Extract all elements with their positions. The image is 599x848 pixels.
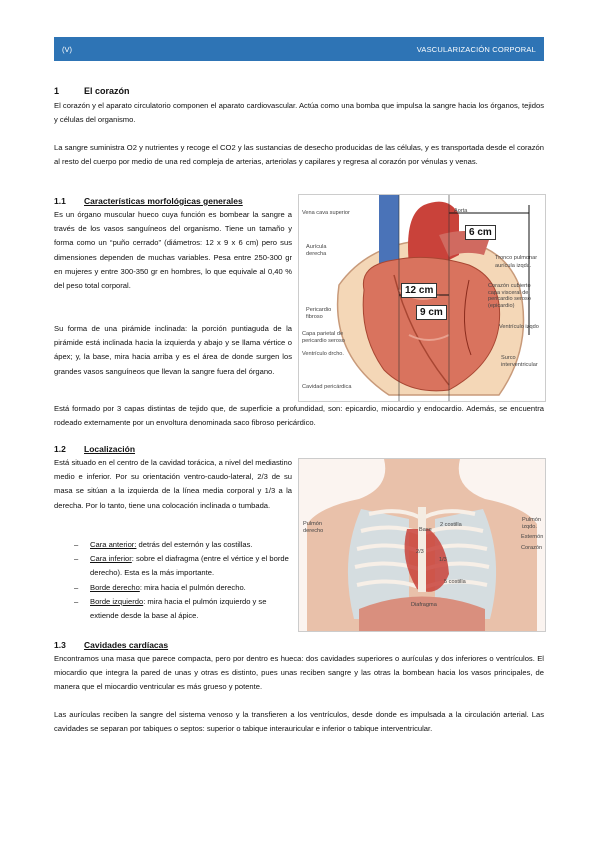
label-capa-parietal: Capa parietal de pericardio seroso — [302, 331, 345, 344]
section-title: Cavidades cardíacas — [84, 640, 169, 650]
section-1-1-heading — [54, 196, 243, 206]
paragraph: Está situado en el centro de la cavidad torácica, a nivel del mediastino medio e inferior. Por su orientación ventro-caudo-lateral, 2/3 de su masa se sitúan a la izquierda de la línea media corporal y 1/3 a la derecha. Por lo tanto, tiene una colocación inclinada o tumbada. — [54, 458, 292, 510]
paragraph: La sangre suministra O2 y nutrientes y recoge el CO2 y las sustancias de desecho producidas de las células, y es transportada desde el corazón al resto del cuerpo por medio de una red compleja de arterias, arteriolas y capilares y regresa al corazón por vénulas y venas. — [54, 143, 544, 167]
label-costilla-5: 5 costilla — [444, 579, 466, 585]
chest-illustration — [298, 458, 546, 632]
section-1-3-heading — [54, 640, 168, 650]
paragraph: Las aurículas reciben la sangre del sistema venoso y la transfieren a los ventrículos, desde donde es impulsada a la circulación arterial. Las cavidades se separan por tabiques o septos: superior o tabique interauricular e inferior o tabique interventricular. — [54, 710, 544, 734]
paragraph: Es un órgano muscular hueco cuya función es bombear la sangre a través de los vasos sanguíneos del organismo. Tiene un tamaño y forma como un “puño cerrado” (diámetros: 12 x 9 x 6 cm) pero sus dimensiones dependen de muchas variables. Pesa entre 250-300 gr en mujeres y entre 300-350 gr en hombres, lo que equivale al 0,40 % del peso total corporal. — [54, 210, 292, 291]
label-pulmon-izq: Pulmón izqdo. — [522, 517, 541, 530]
heart-illustration — [298, 194, 546, 402]
label-aorta: Aorta — [454, 208, 468, 214]
label-cavidad: Cavidad pericárdica — [302, 384, 352, 390]
section-1-heading — [54, 86, 130, 96]
dimension-6cm: 6 cm — [465, 225, 496, 240]
section-number: 1.1 — [54, 196, 66, 206]
section-title: El corazón — [84, 86, 130, 96]
list-item: – Cara inferior: sobre el diafragma (entre el vértice y el borde derecho). Esta es la más importante. — [74, 552, 294, 580]
section-number: 1.2 — [54, 444, 66, 454]
dimension-9cm: 9 cm — [416, 305, 447, 320]
section-title: Localización — [84, 444, 136, 454]
label-costilla-2: 2 costilla — [440, 522, 462, 528]
label-pulmon-derecho: Pulmón derecho — [303, 521, 324, 534]
section-1-2-heading — [54, 444, 135, 454]
list-item: – Borde derecho: mira hacia el pulmón derecho. — [74, 581, 294, 595]
section-number: 1 — [54, 86, 60, 96]
label-corazon-cubierto: Corazón cubierto capa visceral del pericardio seroso (epicardio) — [488, 283, 531, 309]
label-vena-cava: Vena cava superior — [302, 210, 350, 216]
label-diafragma: Diafragma — [411, 602, 437, 608]
page-header — [54, 37, 544, 61]
label-ventriculo-izq: Ventrículo izqdo — [499, 324, 539, 330]
list-item: – Cara anterior: detrás del esternón y las costillas. — [74, 538, 294, 552]
label-tronco-pulmonar: Tronco pulmonar — [495, 255, 538, 261]
label-esternon: Esternón — [521, 534, 544, 540]
label-ventriculo-dcho: Ventrículo drcho. — [302, 351, 344, 357]
paragraph: Está formado por 3 capas distintas de tejido que, de superficie a profundidad, son: epicardio, miocardio y endocardio. Además, se encuentra rodeado externamente por un envoltura denominada saco fibroso pericárdico. — [54, 404, 544, 428]
label-surco: Surco interventricular — [501, 355, 538, 368]
section-title: Características morfológicas generales — [84, 196, 243, 206]
header-chapter-title: VASCULARIZACIÓN CORPORAL — [416, 45, 536, 54]
list-item: – Borde izquierdo: mira hacia el pulmón izquierdo y se extiende desde la base al ápice. — [74, 595, 294, 623]
header-chapter-number: (V) — [62, 45, 72, 54]
heart-faces-list — [74, 538, 294, 623]
dimension-12cm: 12 cm — [401, 283, 437, 298]
paragraph: Encontramos una masa que parece compacta, pero por dentro es hueca: dos cavidades superiores o aurículas y dos inferiores o ventrículos. El miocardio que integra la pared de unas y otras es distinto, pues unas reciben sangre y las otras la bombean hacia los vasos principales, de manera que el miocardio ventricular es más grueso y potente. — [54, 654, 544, 692]
label-pericardio-fibroso: Pericardio fibroso — [306, 307, 332, 320]
label-base: Base — [419, 527, 432, 533]
paragraph: Su forma de una pirámide inclinada: la porción puntiaguda de la pirámide está inclinada hacia la izquierda y abajo y se llama vértice o ápex; y, la base, mira hacia arriba y es el área de donde surgen los grandes vasos sanguíneos que llevan la sangre fuera del órgano. — [54, 324, 292, 376]
paragraph: El corazón y el aparato circulatorio componen el aparato cardiovascular. Actúa como una bomba que impulsa la sangre hacia los órganos, tejidos y células del organismo. — [54, 101, 544, 125]
label-fraction-two-thirds: 2/3 — [416, 549, 424, 555]
label-auricula-izq: aurícula izqda. — [495, 263, 532, 269]
label-corazon: Corazón — [521, 545, 543, 551]
label-fraction-one-third: 1/3 — [439, 557, 447, 563]
section-number: 1.3 — [54, 640, 66, 650]
label-auricula-derecha: Aurícula derecha — [306, 244, 327, 257]
